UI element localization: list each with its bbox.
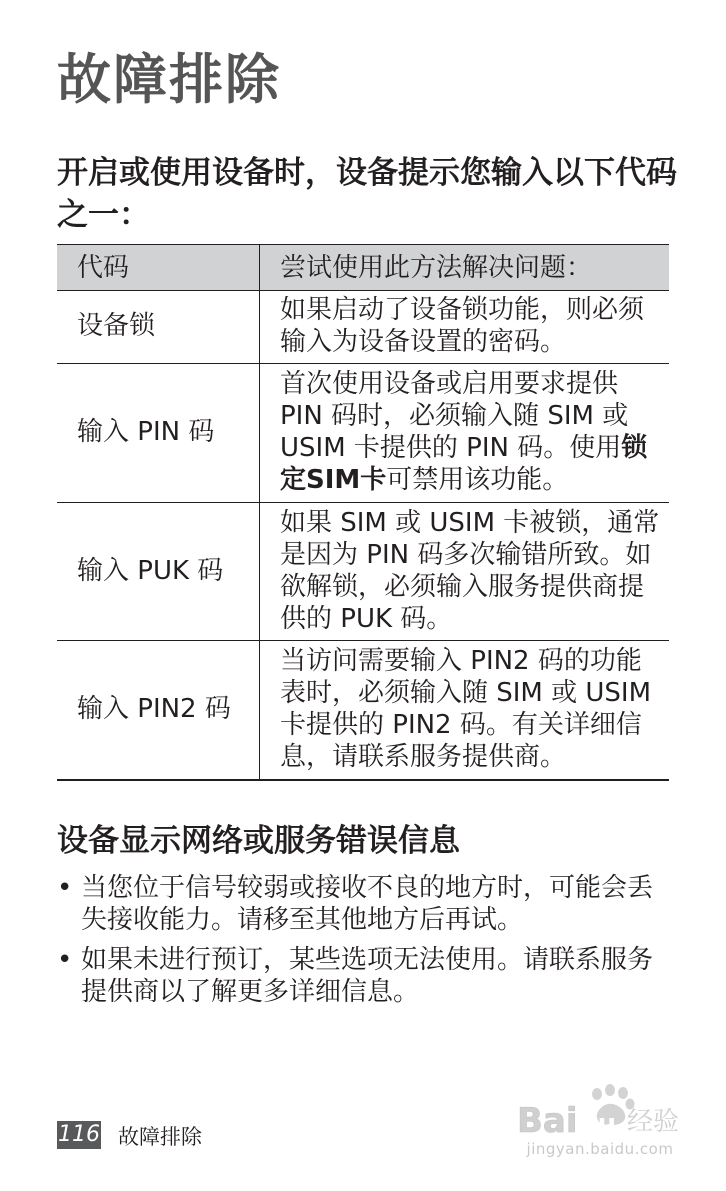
list-item [57,872,672,936]
solution-cell: 当访问需要输入 PIN2 码的功能表时，必须输入随 SIM 或 USIM 卡提供的 PIN2 码。有关详细信息，请联系服务提供商。 [260,641,670,780]
column-header-code: 代码 [57,245,260,291]
section-heading-network-errors: 设备显示网络或服务错误信息 [57,823,460,859]
bullet-list [57,872,672,1016]
svg-text:du: du [579,1109,617,1139]
solution-cell [260,364,670,503]
solution-text: 可禁用该功能。 [386,465,569,495]
svg-text:经验: 经验 [627,1107,680,1137]
page-number: 116 [58,1122,100,1147]
section-heading-codes: 开启或使用设备时，设备提示您输入以下代码之一： [57,155,677,233]
table-row [57,364,669,503]
bullet-icon: • [57,873,73,903]
code-cell: 输入 PIN 码 [57,364,260,503]
svg-text:Bai: Bai [517,1101,578,1139]
list-item-text: 当您位于信号较弱或接收不良的地方时，可能会丢失接收能力。请移至其他地方后再试。 [81,873,654,935]
list-item [57,944,672,1008]
table-row [57,503,669,641]
list-item-text: 如果未进行预订，某些选项无法使用。请联系服务提供商以了解更多详细信息。 [81,945,654,1007]
bullet-icon: • [57,945,73,975]
code-cell: 输入 PIN2 码 [57,641,260,780]
column-header-solution: 尝试使用此方法解决问题： [260,245,670,291]
solution-cell: 如果启动了设备锁功能，则必须输入为设备设置的密码。 [260,291,670,364]
code-table [57,244,669,781]
table-row [57,641,669,780]
table-row [57,291,669,364]
watermark-url: jingyan.baidu.com [526,1140,674,1158]
solution-text: 首次使用设备或启用要求提供 PIN 码时，必须输入随 SIM 或 USIM 卡提供的 PIN 码。使用 [280,369,629,463]
solution-cell: 如果 SIM 或 USIM 卡被锁，通常是因为 PIN 码多次输错所致。如欲解锁，必须输入服务提供商提供的 PUK 码。 [260,503,670,641]
footer-label: 故障排除 [118,1125,202,1149]
code-cell: 输入 PUK 码 [57,503,260,641]
code-cell: 设备锁 [57,291,260,364]
page-title: 故障排除 [57,48,281,111]
menu-option-lock-sim: 锁定SIM卡 [280,433,648,495]
baidu-paw-logo-icon [515,1084,685,1139]
table-header-row [57,245,669,291]
baidu-watermark [515,1084,685,1164]
